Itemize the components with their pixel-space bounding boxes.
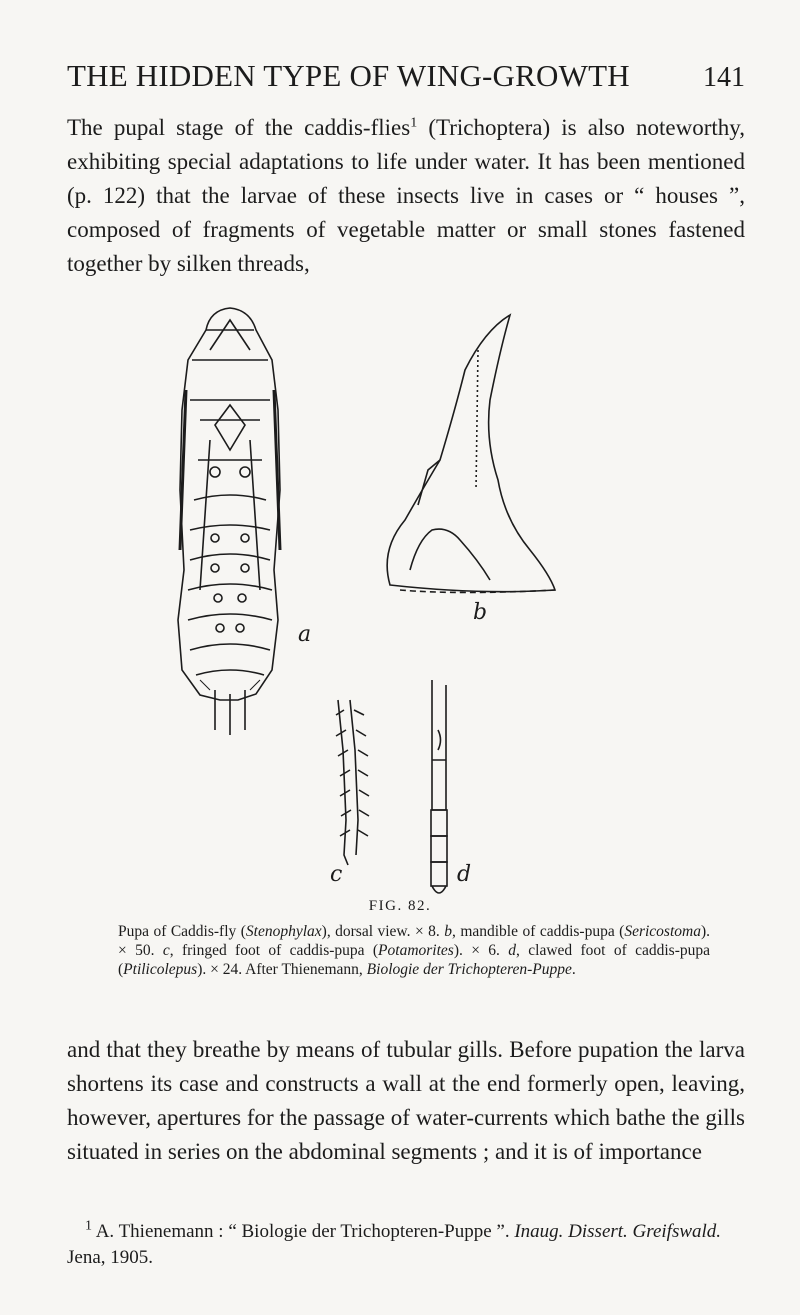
figure-caption <box>118 922 710 979</box>
caption-italic: Stenophylax <box>245 923 322 940</box>
figure-label-a: a <box>298 622 312 647</box>
caption-text: . <box>571 961 576 978</box>
figure-label-d: d <box>457 862 472 887</box>
figure-number: FIG. 82. <box>368 898 432 914</box>
paragraph-top <box>67 111 745 281</box>
fringed-foot-drawing <box>336 700 369 865</box>
caption-text: Pupa of Caddis-fly ( <box>118 923 246 940</box>
pupa-dorsal-view-drawing <box>178 308 280 735</box>
figure-82 <box>160 290 640 920</box>
footnote-text: A. Thienemann : “ Biologie der Trichopteren-Puppe ”. <box>92 1221 515 1242</box>
footnote-italic: Inaug. Dissert. Greifswald. <box>514 1221 722 1242</box>
figure-label-c: c <box>330 862 343 887</box>
figure-illustration <box>160 290 640 920</box>
footnote-text: Jena, 1905. <box>67 1247 154 1268</box>
clawed-foot-drawing <box>431 680 447 893</box>
caption-italic: Potamorites <box>378 942 454 959</box>
caption-italic: Ptilicolepus <box>123 961 198 978</box>
caption-text: ). × 6. <box>453 942 509 959</box>
page-header <box>67 58 745 94</box>
caption-text: , mandible of caddis-pupa ( <box>451 923 625 940</box>
caption-italic: Biologie der Trichopteren-Puppe <box>366 961 572 978</box>
paragraph-text: The pupal stage of the caddis-flies <box>67 115 411 140</box>
footnote-reference: 1 <box>410 115 418 131</box>
footnote-marker: 1 <box>85 1218 92 1234</box>
footnote <box>67 1219 745 1271</box>
page-number: 141 <box>703 62 745 93</box>
paragraph-bottom: and that they breathe by means of tubular gills. Before pupation the larva shortens its case and constructs a wall at the end formerly open, leaving, however, apertures for the passage of water-currents which bathe the gills situated in series on the abdominal segments ; and it is of importance <box>67 1037 745 1164</box>
caption-text: ). × 24. After Thienemann, <box>197 961 367 978</box>
caption-text: ). × 50. <box>118 923 711 959</box>
caption-text: , clawed foot of caddis-pupa ( <box>118 942 710 978</box>
running-title: THE HIDDEN TYPE OF WING-GROWTH <box>67 58 630 93</box>
paragraph-text: (Trichoptera) is also noteworthy, exhibiting special adaptations to life under water. It has been mentioned (p. 122) that the larvae of these insects live in cases or “ houses ”, composed of fragments of vegetable matter or small stones fastened together by silken threads, <box>67 115 746 276</box>
caption-text: ), dorsal view. × 8. <box>321 923 445 940</box>
caption-italic: b <box>444 923 452 940</box>
caption-italic: d <box>508 942 517 959</box>
mandible-drawing <box>387 315 555 593</box>
caption-text: , fringed foot of caddis-pupa ( <box>169 942 379 959</box>
caption-italic: Sericostoma <box>624 923 701 940</box>
figure-label-b: b <box>473 600 488 625</box>
caption-italic: c <box>162 942 170 959</box>
